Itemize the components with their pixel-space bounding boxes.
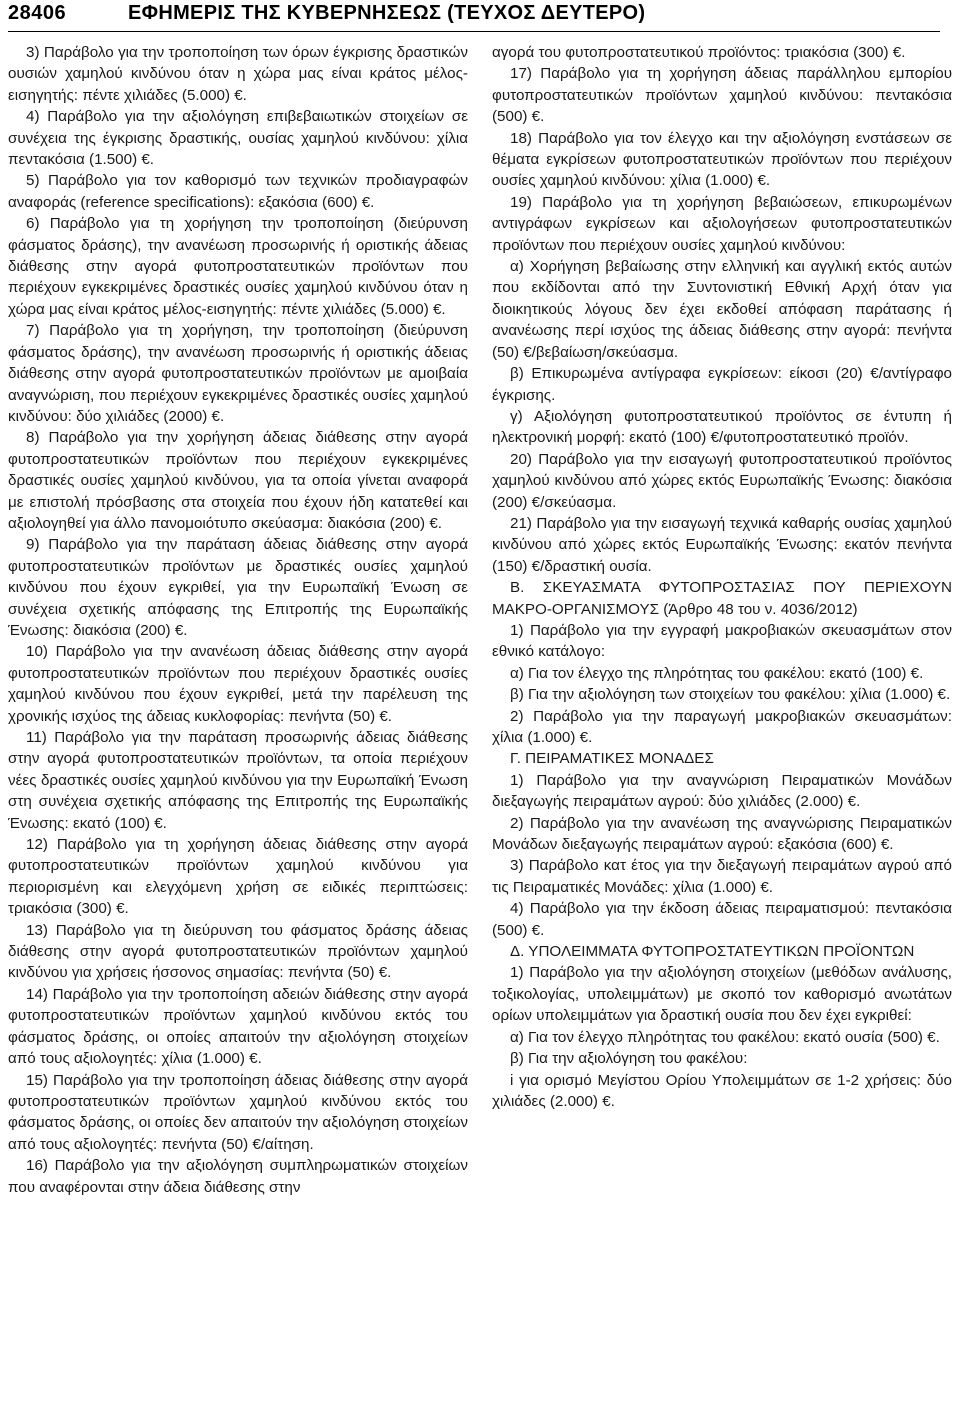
paragraph: 2) Παράβολο για την παραγωγή μακροβιακών σκευασμάτων: χίλια (1.000) €. <box>492 707 952 746</box>
paragraph: 19) Παράβολο για τη χορήγηση βεβαιώσεων, επικυρωμένων αντιγράφων εγκρίσεων και αξιολογήσεων φυτοπροστατευτικών προϊόντων που περιέχουν ουσίες χαμηλού κινδύνου: <box>492 193 952 254</box>
header-rule <box>8 31 940 32</box>
paragraph: 1) Παράβολο για την εγγραφή μακροβιακών σκευασμάτων στον εθνικό κατάλογο: <box>492 621 952 661</box>
paragraph: Δ. ΥΠΟΛΕΙΜΜΑΤΑ ΦΥΤΟΠΡΟΣΤΑΤΕΥΤΙΚΩΝ ΠΡΟΪΟΝΤΩΝ <box>510 943 915 961</box>
paragraph: 4) Παράβολο για την έκδοση άδειας πειραματισμού: πεντακόσια (500) €. <box>492 900 952 939</box>
paragraph: β) Για την αξιολόγηση των στοιχείων του φακέλου: χίλια (1.000) €. <box>510 686 951 704</box>
paragraph: αγορά του φυτοπροστατευτικού προϊόντος: τριακόσια (300) €. <box>492 44 906 61</box>
paragraph: 10) Παράβολο για την ανανέωση άδειας διάθεσης στην αγορά φυτοπροστατευτικών προϊόντων που περιέχουν δραστικές ουσίες χαμηλού κινδύνου που έχουν εγκριθεί, μετά την παρέλευση της χρονικής ισχύος της άδειας κυκλοφορίας: πενήντα (50) €. <box>8 643 468 725</box>
gazette-title: ΕΦΗΜΕΡΙΣ ΤΗΣ ΚΥΒΕΡΝΗΣΕΩΣ (ΤΕΥΧΟΣ ΔΕΥΤΕΡΟ) <box>128 2 646 24</box>
paragraph: 7) Παράβολο για τη χορήγηση, την τροποποίηση (διεύρυνση φάσματος δράσης), την ανανέωση προσωρινής ή οριστικής άδειας διάθεσης στην αγορά φυτοπροστατευτικών προϊόντων με αμοιβαία αναγνώριση, που περιέχουν εγκεκριμένες δραστικές ουσίες χαμηλού κινδύνου: δύο χιλιάδες (2000) €. <box>8 322 468 425</box>
paragraph: α) Για τον έλεγχο της πληρότητας του φακέλου: εκατό (100) €. <box>510 664 924 682</box>
paragraph: Γ. ΠΕΙΡΑΜΑΤΙΚΕΣ ΜΟΝΑΔΕΣ <box>510 750 714 768</box>
paragraph: 17) Παράβολο για τη χορήγηση άδειας παράλληλου εμπορίου φυτοπροστατευτικών προϊόντων χαμηλού κινδύνου: πεντακόσια (500) €. <box>492 65 952 126</box>
paragraph: i για ορισμό Μεγίστου Ορίου Υπολειμμάτων σε 1-2 χρήσεις: δύο χιλιάδες (2.000) €. <box>492 1071 952 1110</box>
paragraph: 8) Παράβολο για την χορήγηση άδειας διάθεσης στην αγορά φυτοπροστατευτικών προϊόντων που περιέχουν εγκεκριμένες δραστικές ουσίες χαμηλού κινδύνου, για τα οποία γίνεται αναφορά με επιστολή πρόσβασης στα στοιχεία που έχουν ήδη κατατεθεί και αξιολογηθεί για άλλο πανομοιότυπο σκεύασμα: διακόσια (200) €. <box>8 429 468 532</box>
left-column <box>8 42 468 1198</box>
paragraph: 5) Παράβολο για τον καθορισμό των τεχνικών προδιαγραφών αναφοράς (reference specifications): εξακόσια (600) €. <box>8 172 468 211</box>
page-number: 28406 <box>8 2 67 24</box>
paragraph: 13) Παράβολο για τη διεύρυνση του φάσματος δράσης άδειας διάθεσης στην αγορά φυτοπροστατευτικών προϊόντων χαμηλού κινδύνου για χρήσεις ήσσονος σημασίας: πενήντα (50) €. <box>8 921 468 982</box>
paragraph: α) Για τον έλεγχο πληρότητας του φακέλου: εκατό ουσία (500) €. <box>510 1028 940 1046</box>
page-header <box>8 2 940 30</box>
paragraph: 3) Παράβολο για την τροποποίηση των όρων έγκρισης δραστικών ουσιών χαμηλού κινδύνου όταν η χώρα μας είναι κράτος μέλος-εισηγητής: πέντε χιλιάδες (5.000) €. <box>8 44 468 104</box>
paragraph: 14) Παράβολο για την τροποποίηση αδειών διάθεσης στην αγορά φυτοπροστατευτικών προϊόντων χαμηλού κινδύνου εκτός του φάσματος δράσης, οι οποίες απαιτούν την αξιολόγηση στοιχείων από τους αξιολογητές: χίλια (1.000) €. <box>8 985 468 1068</box>
paragraph: 12) Παράβολο για τη χορήγηση άδειας διάθεσης στην αγορά φυτοπροστατευτικών προϊόντων χαμηλού κινδύνου για περιορισμένη και ελεγχόμενη χρήση σε ειδικές περιπτώσεις: τριακόσια (300) €. <box>8 836 468 918</box>
paragraph: 1) Παράβολο για την αξιολόγηση στοιχείων (μεθόδων ανάλυσης, τοξικολογίας, υπολειμμάτων) με σκοπό τον καθορισμό ανωτάτων ορίων υπολειμμάτων για δραστική ουσία που δεν έχει εγκριθεί: <box>492 964 952 1025</box>
right-column <box>492 42 952 1112</box>
paragraph: 21) Παράβολο για την εισαγωγή τεχνικά καθαρής ουσίας χαμηλού κινδύνου από χώρες εκτός Ευρωπαϊκής Ένωσης: εκατόν πενήντα (150) €/δραστική ουσία. <box>492 514 952 575</box>
paragraph: 15) Παράβολο για την τροποποίηση άδειας διάθεσης στην αγορά φυτοπροστατευτικών προϊόντων χαμηλού κινδύνου εκτός του φάσματος δράσης, οι οποίες δεν απαιτούν την αξιολόγηση στοιχείων από τους αξιολογητές: πενήντα (50) €/αίτηση. <box>8 1071 468 1153</box>
paragraph: 4) Παράβολο για την αξιολόγηση επιβεβαιωτικών στοιχείων σε συνέχεια της έγκρισης δραστικής, ουσίας χαμηλού κινδύνου: χίλια πεντακόσια (1.500) €. <box>8 108 468 169</box>
paragraph: α) Χορήγηση βεβαίωσης στην ελληνική και αγγλική εκτός αυτών που εκδίδονται από την Συντονιστική Εθνική Αρχή όταν για διοικητικούς λόγους δεν έχει εκδοθεί απόφαση παράτασης ή ανανέωσης περί ισχύος της άδειας διάθεσης στην αγορά: πενήντα (50) €/βεβαίωση/σκεύασμα. <box>492 258 952 361</box>
paragraph: 6) Παράβολο για τη χορήγηση την τροποποίηση (διεύρυνση φάσματος δράσης), την ανανέωση προσωρινής ή οριστικής άδειας διάθεσης στην αγορά φυτοπροστατευτικών προϊόντων που περιέχουν εγκεκριμένες δραστικές ουσίες χαμηλού κινδύνου όταν η χώρα μας είναι κράτος μέλος-εισηγητής: πέντε χιλιάδες (5.000) €. <box>8 215 468 318</box>
paragraph: 16) Παράβολο για την αξιολόγηση συμπληρωματικών στοιχείων που αναφέρονται στην άδεια διάθεσης στην <box>8 1157 468 1196</box>
paragraph: 9) Παράβολο για την παράταση άδειας διάθεσης στην αγορά φυτοπροστατευτικών προϊόντων με δραστικές ουσίες χαμηλού κινδύνου που έχουν εγκριθεί, για την Ευρωπαϊκή Ένωση σε συνέχεια σχετικής απόφασης της Επιτροπής της Ευρωπαϊκής Ένωσης: διακόσια (200) €. <box>8 536 468 639</box>
paragraph: γ) Αξιολόγηση φυτοπροστατευτικού προϊόντος σε έντυπη ή ηλεκτρονική μορφή: εκατό (100) €/φυτοπροστατευτικό προϊόν. <box>492 407 952 447</box>
paragraph: 20) Παράβολο για την εισαγωγή φυτοπροστατευτικού προϊόντος χαμηλού κινδύνου από χώρες εκτός Ευρωπαϊκής Ένωσης: διακόσια (200) €/σκεύασμα. <box>492 450 952 511</box>
paragraph: β) Για την αξιολόγηση του φακέλου: <box>510 1050 748 1068</box>
paragraph: 18) Παράβολο για τον έλεγχο και την αξιολόγηση ενστάσεων σε θέματα εγκρίσεων φυτοπροστατευτικών προϊόντων που περιέχουν ουσίες χαμηλού κινδύνου: χίλια (1.000) €. <box>492 129 952 190</box>
paragraph: 1) Παράβολο για την αναγνώριση Πειραματικών Μονάδων διεξαγωγής πειραμάτων αγρού: δύο χιλιάδες (2.000) €. <box>492 771 952 811</box>
paragraph: Β. ΣΚΕΥΑΣΜΑΤΑ ΦΥΤΟΠΡΟΣΤΑΣΙΑΣ ΠΟΥ ΠΕΡΙΕΧΟΥΝ ΜΑΚΡΟ-ΟΡΓΑΝΙΣΜΟΥΣ (Άρθρο 48 του ν. 4036/2012) <box>492 579 952 618</box>
paragraph: β) Επικυρωμένα αντίγραφα εγκρίσεων: είκοσι (20) €/αντίγραφο έγκρισης. <box>492 365 952 404</box>
paragraph: 2) Παράβολο για την ανανέωση της αναγνώρισης Πειραματικών Μονάδων διεξαγωγής πειραμάτων αγρού: εξακόσια (600) €. <box>492 814 952 854</box>
paragraph: 3) Παράβολο κατ έτος για την διεξαγωγή πειραμάτων αγρού από τις Πειραματικές Μονάδες: χίλια (1.000) €. <box>492 857 952 896</box>
paragraph: 11) Παράβολο για την παράταση προσωρινής άδειας διάθεσης στην αγορά φυτοπροστατευτικών προϊόντων, τα οποία περιέχουν νέες δραστικές ουσίες χαμηλού κινδύνου για την Ευρωπαϊκή Ένωση στη συνέχεια σχετικής απόφασης της Επιτροπής της Ευρωπαϊκής Ένωσης: εκατό (100) €. <box>8 729 468 832</box>
